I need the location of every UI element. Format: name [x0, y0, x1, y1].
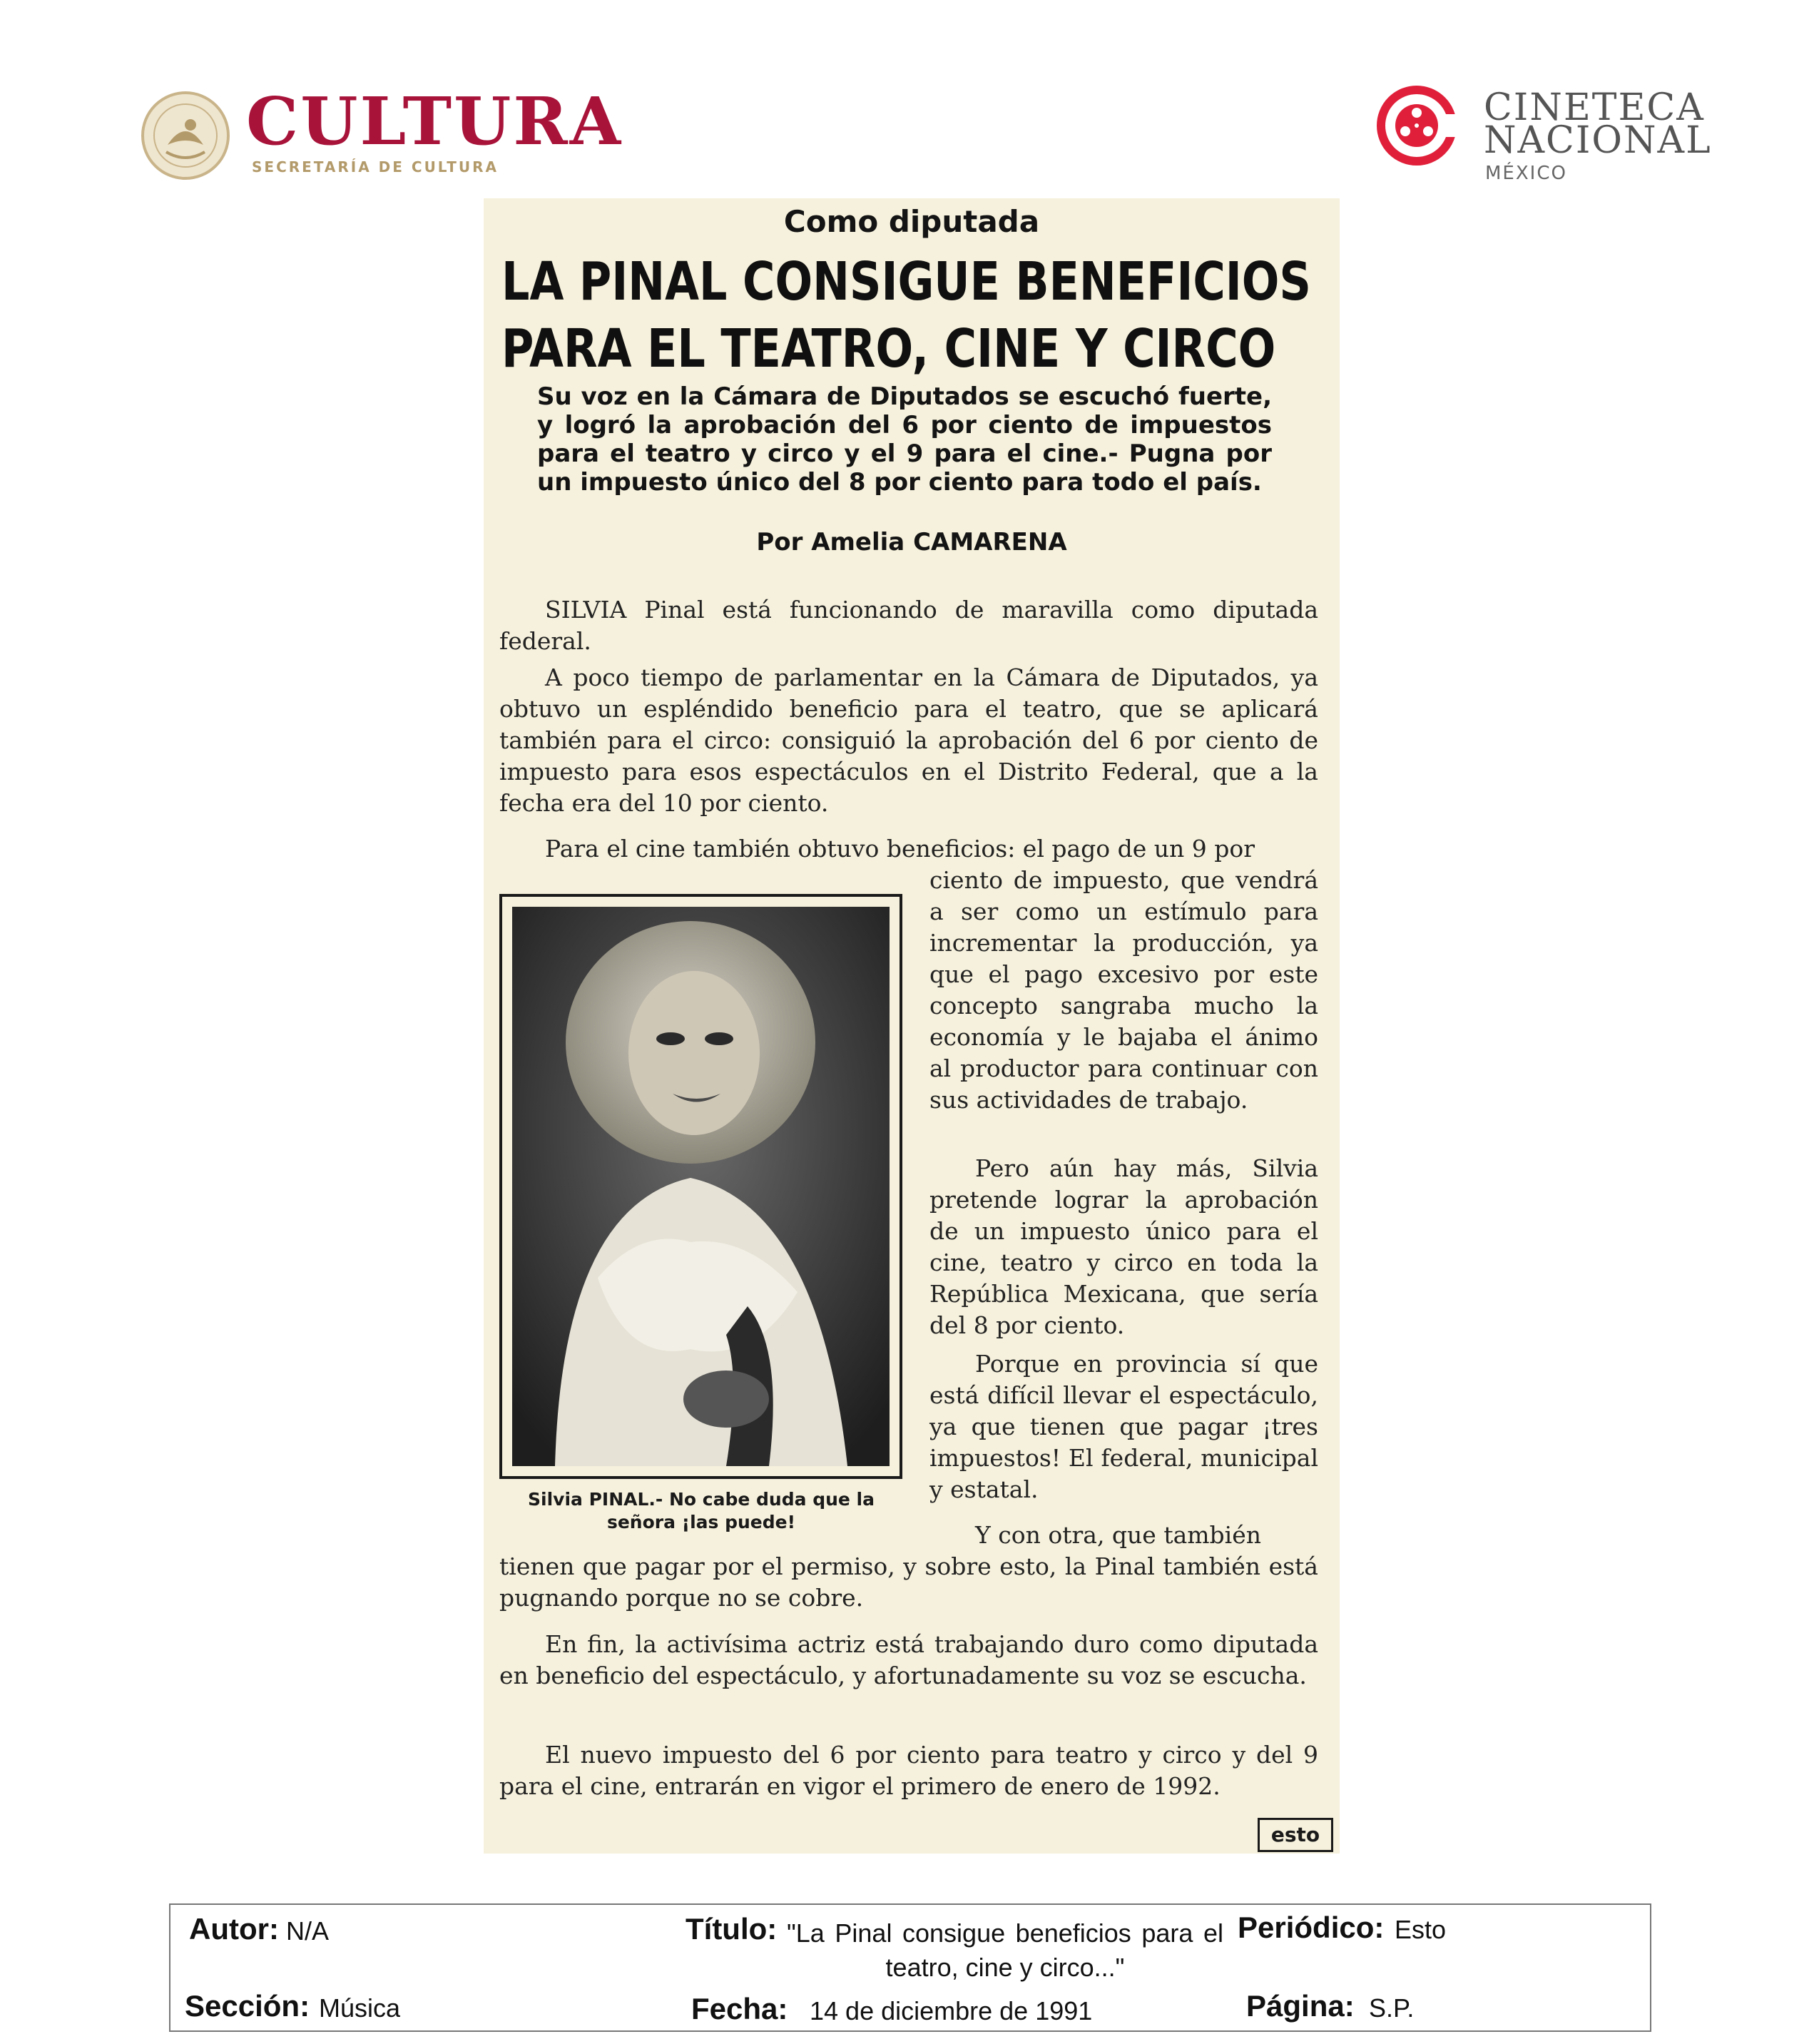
paragraph-3-cont: ciento de impuesto, que vendrá a ser como un estímulo para incrementar la producción, ya que el pago excesivo por este concepto sangraba mucho la economía y le bajaba el ánimo al productor para continuar con sus actividades de trabajo.: [929, 866, 1318, 1114]
paragraph-6-start: Y con otra, que también: [975, 1521, 1262, 1549]
article-deck: Su voz en la Cámara de Diputados se escuchó fuerte, y logró la aprobación del 6 por ciento de impuestos para el teatro y circo y el 9 para el cine.- Pugna por un impuesto único del 8 por ciento para todo el país.: [537, 382, 1272, 497]
newspaper-clipping: [484, 198, 1340, 1854]
paragraph-5: Porque en provincia sí que está difícil llevar el espectáculo, ya que tienen que pagar ¡tres impuestos! El federal, municipal y estatal.: [929, 1350, 1318, 1503]
paragraph-2: A poco tiempo de parlamentar en la Cámara de Diputados, ya obtuvo un espléndido beneficio para el teatro, que se aplicará también para el circo: consiguió la aprobación del 6 por ciento de impuesto para esos espectáculos en el Distrito Federal, que a la fecha era del 10 por ciento.: [499, 663, 1318, 817]
photo-caption: Silvia PINAL.- No cabe duda que la señora ¡las puede!: [528, 1489, 875, 1532]
pagina-label: Página:: [1246, 1989, 1355, 2023]
periodico-value: Esto: [1395, 1915, 1447, 1944]
metadata-box: [169, 1903, 1651, 2032]
titulo-value: "La Pinal consigue beneficios para el teatro, cine y circo...": [787, 1918, 1223, 1982]
photo-frame: [499, 894, 902, 1479]
cineteca-logo: [1377, 82, 1712, 184]
fecha-label: Fecha:: [691, 1992, 788, 2025]
seccion-value: Música: [319, 1993, 401, 2023]
article-headline: [501, 248, 1312, 382]
titulo-label: Título:: [686, 1912, 778, 1946]
film-reel-icon: [1377, 86, 1457, 166]
fecha-value: 14 de diciembre de 1991: [810, 1996, 1093, 2025]
paragraph-8: El nuevo impuesto del 6 por ciento para teatro y circo y del 9 para el cine, entrarán en vigor el primero de enero de 1992.: [499, 1741, 1318, 1800]
article-byline: Por Amelia CAMARENA: [756, 528, 1067, 556]
portrait-image: [512, 907, 890, 1466]
silvia-pinal-photo: [512, 907, 890, 1466]
seccion-label: Sección:: [185, 1989, 310, 2023]
cultura-logo: [139, 83, 623, 185]
periodico-label: Periódico:: [1238, 1911, 1385, 1944]
paragraph-7: En fin, la activísima actriz está trabajando duro como diputada en beneficio del espectáculo, y afortunadamente su voz se escucha.: [499, 1630, 1318, 1689]
cultura-wordmark: CULTURA: [246, 83, 623, 160]
paragraph-4: Pero aún hay más, Silvia pretende lograr la aprobación de un impuesto único para el cine, teatro y circo en toda la República Mexicana, que sería del 8 por ciento.: [929, 1154, 1318, 1339]
cultura-subtitle: SECRETARÍA DE CULTURA: [252, 158, 499, 176]
paragraph-1: SILVIA Pinal está funcionando de maravilla como diputada federal.: [499, 596, 1318, 655]
autor-label: Autor:: [189, 1912, 279, 1946]
paragraph-6-cont: tienen que pagar por el permiso, y sobre esto, la Pinal también está pugnando porque no se cobre.: [499, 1552, 1318, 1612]
pagina-value: S.P.: [1369, 1993, 1415, 2023]
cineteca-line1: CINETECA: [1484, 86, 1705, 129]
cineteca-line3: MÉXICO: [1485, 163, 1567, 184]
autor-value: N/A: [286, 1916, 330, 1946]
headline-line-2: PARA EL TEATRO, CINE Y CIRCO: [501, 318, 1276, 380]
cineteca-line2: NACIONAL: [1484, 119, 1712, 162]
mexican-seal-icon: [139, 89, 232, 182]
esto-end-mark: esto: [1258, 1818, 1333, 1852]
article-kicker: Como diputada: [783, 204, 1040, 239]
paragraph-3-start: Para el cine también obtuvo beneficios: el pago de un 9 por: [545, 835, 1255, 863]
headline-line-1: LA PINAL CONSIGUE BENEFICIOS: [501, 251, 1312, 312]
